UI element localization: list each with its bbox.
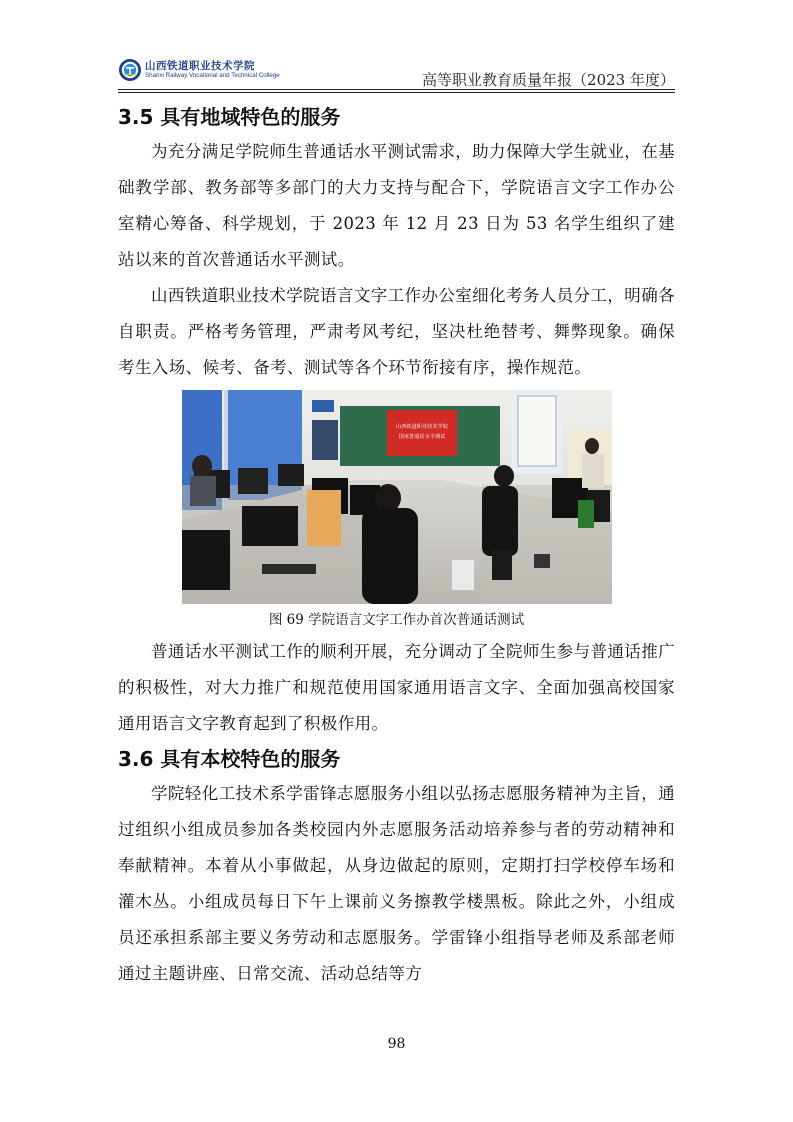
paragraph: 为充分满足学院师生普通话水平测试需求，助力保障大学生就业，在基础教学部、教务部等多部门的大力支持与配合下，学院语言文字工作办公室精心筹备、科学规划，于 2023 年 12 月 23 日为 53 名学生组织了建站以来的首次普通话水平测试。 (118, 142, 675, 269)
page-header (118, 56, 675, 92)
page-body (118, 100, 675, 992)
logo-english-name: Shanxi Railway Vocational and Technical College (145, 72, 280, 79)
header-rule (118, 89, 675, 90)
logo-chinese-name: 山西铁道职业技术学院 (145, 60, 255, 72)
report-title: 高等职业教育质量年报（2023 年度） (422, 71, 675, 89)
section-heading-3-6: 3.6 具有本校特色的服务 (118, 747, 341, 771)
screen-title-text: 山西铁道职业技术学院 (396, 424, 448, 430)
college-logo (118, 56, 278, 86)
section-heading-3-5: 3.5 具有地域特色的服务 (118, 105, 341, 129)
figure-photo (182, 390, 612, 604)
college-emblem-icon (118, 58, 142, 82)
screen-subtitle-text: 国家普通话水平测试 (398, 434, 446, 440)
figure-caption: 图 69 学院语言文字工作办首次普通话测试 (268, 612, 525, 628)
paragraph: 普通话水平测试工作的顺利开展，充分调动了全院师生参与普通话推广的积极性，对大力推广和规范使用国家通用语言文字、全面加强高校国家通用语言文字教育起到了积极作用。 (118, 642, 675, 733)
paragraph: 学院轻化工技术系学雷锋志愿服务小组以弘扬志愿服务精神为主旨，通过组织小组成员参加各类校园内外志愿服务活动培养参与者的劳动精神和奉献精神。本着从小事做起，从身边做起的原则，定期打扫学校停车场和灌木丛。小组成员每日下午上课前义务擦教学楼黑板。除此之外，小组成员还承担系部主要义务劳动和志愿服务。学雷锋小组指导老师及系部老师通过主题讲座、日常交流、活动总结等方 (118, 784, 675, 983)
paragraph: 山西铁道职业技术学院语言文字工作办公室细化考务人员分工，明确各自职责。严格考务管理，严肃考风考纪，坚决杜绝替考、舞弊现象。确保考生入场、候考、备考、测试等各个环节衔接有序，操作规范。 (118, 286, 675, 377)
exam-room-photo (182, 390, 612, 604)
header-rule-thin (118, 92, 675, 93)
page-number: 98 (387, 1036, 406, 1052)
